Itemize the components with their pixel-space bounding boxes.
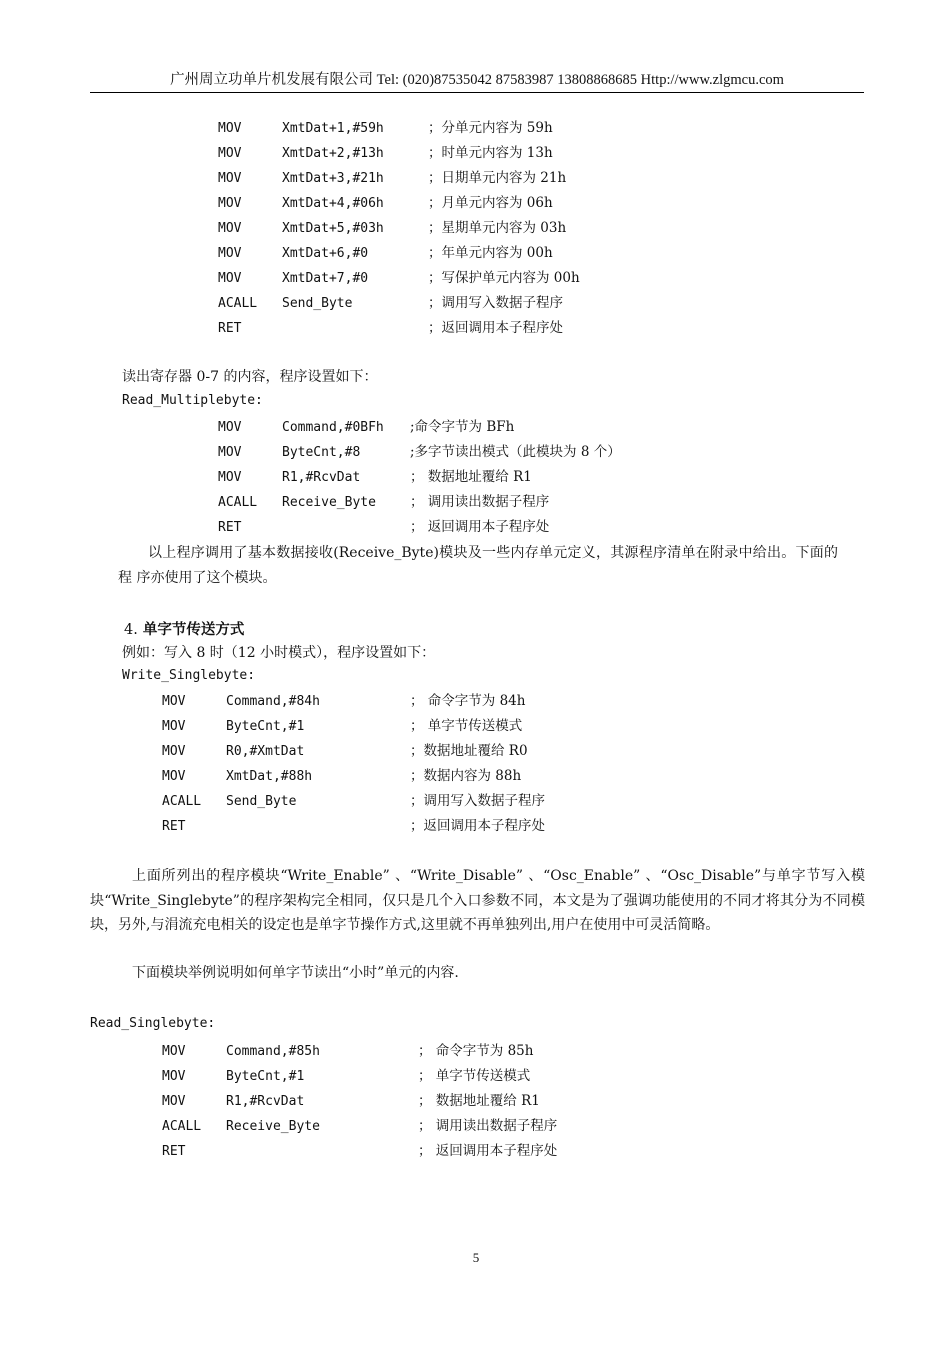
label-read-multiplebyte: Read_Multiplebyte: (122, 393, 263, 408)
code-line (162, 789, 662, 814)
code-comment: ； 单字节传送模式 (418, 1068, 531, 1084)
code-operand: XmtDat+2,#13h (282, 146, 384, 161)
code-opcode: MOV (162, 719, 186, 734)
code-operand: Receive_Byte (282, 495, 376, 510)
code-operand: R1,#RcvDat (282, 470, 361, 485)
code-operand: R1,#RcvDat (226, 1094, 305, 1109)
code-line (218, 241, 718, 266)
paragraph-receive-byte: 以上程序调用了基本数据接收(Receive_Byte)模块及一些内存单元定义，其源程序清单在附录中给出。下面的程 序亦使用了这个模块。 (118, 545, 838, 586)
code-operand: Command,#0BFh (282, 420, 384, 435)
code-comment: ； 返回调用本子程序处 (418, 1143, 558, 1159)
code-opcode: MOV (162, 1044, 186, 1059)
code-opcode: MOV (218, 121, 242, 136)
code-opcode: RET (162, 819, 186, 834)
code-opcode: MOV (218, 221, 242, 236)
label-read-singlebyte: Read_Singlebyte: (90, 1016, 216, 1031)
code-comment: ；月单元内容为 06h (428, 195, 553, 211)
code-line (162, 1064, 662, 1089)
code-block-write-multiple (218, 116, 718, 341)
code-comment: ；数据内容为 88h (410, 768, 522, 784)
code-opcode: MOV (162, 1069, 186, 1084)
code-opcode: ACALL (218, 296, 258, 311)
code-operand: XmtDat+3,#21h (282, 171, 384, 186)
code-comment: ；星期单元内容为 03h (428, 220, 567, 236)
code-operand: XmtDat+4,#06h (282, 196, 384, 211)
code-opcode: MOV (218, 420, 242, 435)
code-line (162, 814, 662, 839)
code-opcode: MOV (218, 470, 242, 485)
code-comment: ；年单元内容为 00h (428, 245, 553, 261)
code-opcode: MOV (162, 769, 186, 784)
code-comment: ；调用写入数据子程序 (410, 793, 545, 809)
code-operand: XmtDat+5,#03h (282, 221, 384, 236)
code-opcode: RET (218, 321, 242, 336)
code-line (218, 440, 718, 465)
code-operand: Command,#84h (226, 694, 320, 709)
code-opcode: ACALL (162, 1119, 202, 1134)
code-opcode: MOV (162, 1094, 186, 1109)
code-block-write-single (162, 689, 662, 839)
code-operand: Command,#85h (226, 1044, 320, 1059)
code-operand: XmtDat+7,#0 (282, 271, 369, 286)
code-opcode: MOV (218, 196, 242, 211)
code-operand: ByteCnt,#8 (282, 445, 361, 460)
code-comment: ；返回调用本子程序处 (428, 320, 563, 336)
code-line (218, 116, 718, 141)
code-line (162, 1039, 662, 1064)
code-opcode: MOV (218, 246, 242, 261)
intro-read-multiple: 读出寄存器 0-7 的内容，程序设置如下： (122, 369, 378, 385)
code-comment: ；分单元内容为 59h (428, 120, 553, 136)
code-opcode: MOV (218, 146, 242, 161)
code-opcode: MOV (218, 271, 242, 286)
section-title: 单字节传送方式 (142, 621, 245, 638)
code-line (218, 515, 718, 540)
code-comment: ；调用写入数据子程序 (428, 295, 563, 311)
code-opcode: ACALL (162, 794, 202, 809)
code-line (162, 689, 662, 714)
code-line (218, 216, 718, 241)
code-operand: ByteCnt,#1 (226, 719, 305, 734)
code-line (218, 166, 718, 191)
code-operand: Send_Byte (282, 296, 353, 311)
code-comment: ；数据地址覆给 R0 (410, 743, 528, 759)
code-comment: ；写保护单元内容为 00h (428, 270, 580, 286)
code-comment: ； 调用读出数据子程序 (410, 494, 550, 510)
page-header: 广州周立功单片机发展有限公司 Tel: (020)87535042 87583987 13808868685 Http://www.zlgmcu.com (90, 70, 864, 93)
code-opcode: ACALL (218, 495, 258, 510)
code-opcode: MOV (218, 445, 242, 460)
code-operand: XmtDat+1,#59h (282, 121, 384, 136)
code-opcode: MOV (162, 744, 186, 759)
code-line (218, 141, 718, 166)
code-line (218, 490, 718, 515)
code-line (218, 316, 718, 341)
code-comment: ； 单字节传送模式 (410, 718, 523, 734)
code-line (162, 1114, 662, 1139)
code-operand: R0,#XmtDat (226, 744, 305, 759)
code-block-read-single (162, 1039, 662, 1164)
label-write-singlebyte: Write_Singlebyte: (122, 668, 256, 683)
paragraph-module-structure: 上面所列出的程序模块“Write_Enable” 、“Write_Disable” 、“Osc_Enable” 、“Osc_Disable”与单字节写入模块“Write_Singlebyte”的程序架构完全相同，仅只是几个入口参数不同，本文是为了强调功能使用的不同才将其分为不同模块，另外,与涓流充电相关的设定也是单字节操作方式,这里就不再单独列出,用户在使用中可灵活简略。 (90, 868, 865, 933)
code-comment: ；返回调用本子程序处 (410, 818, 545, 834)
code-line (218, 465, 718, 490)
code-line (162, 739, 662, 764)
section-number: 4. (124, 622, 138, 638)
code-block-read-multiple (218, 415, 718, 540)
code-comment: ； 调用读出数据子程序 (418, 1118, 558, 1134)
code-comment: ；时单元内容为 13h (428, 145, 553, 161)
code-line (218, 415, 718, 440)
code-comment: ； 命令字节为 85h (418, 1043, 534, 1059)
section-heading (124, 618, 244, 639)
code-opcode: MOV (162, 694, 186, 709)
code-comment: ； 数据地址覆给 R1 (418, 1093, 540, 1109)
code-operand: XmtDat,#88h (226, 769, 313, 784)
code-comment: ； 数据地址覆给 R1 (410, 469, 532, 485)
code-opcode: MOV (218, 171, 242, 186)
example-text: 例如：写入 8 时（12 小时模式），程序设置如下： (122, 645, 436, 661)
code-opcode: RET (162, 1144, 186, 1159)
code-comment: ;命令字节为 BFh (410, 419, 515, 435)
paragraph-read-hour: 下面模块举例说明如何单字节读出“小时”单元的内容. (132, 965, 459, 981)
code-line (162, 714, 662, 739)
code-line (218, 266, 718, 291)
code-operand: Send_Byte (226, 794, 297, 809)
code-comment: ；日期单元内容为 21h (428, 170, 567, 186)
code-comment: ； 命令字节为 84h (410, 693, 526, 709)
code-line (218, 291, 718, 316)
code-comment: ;多字节读出模式（此模块为 8 个） (410, 444, 621, 460)
code-operand: ByteCnt,#1 (226, 1069, 305, 1084)
code-operand: XmtDat+6,#0 (282, 246, 369, 261)
code-line (162, 764, 662, 789)
code-operand: Receive_Byte (226, 1119, 320, 1134)
code-opcode: RET (218, 520, 242, 535)
code-comment: ； 返回调用本子程序处 (410, 519, 550, 535)
code-line (162, 1139, 662, 1164)
page-number: 5 (472, 1250, 480, 1265)
code-line (218, 191, 718, 216)
code-line (162, 1089, 662, 1114)
